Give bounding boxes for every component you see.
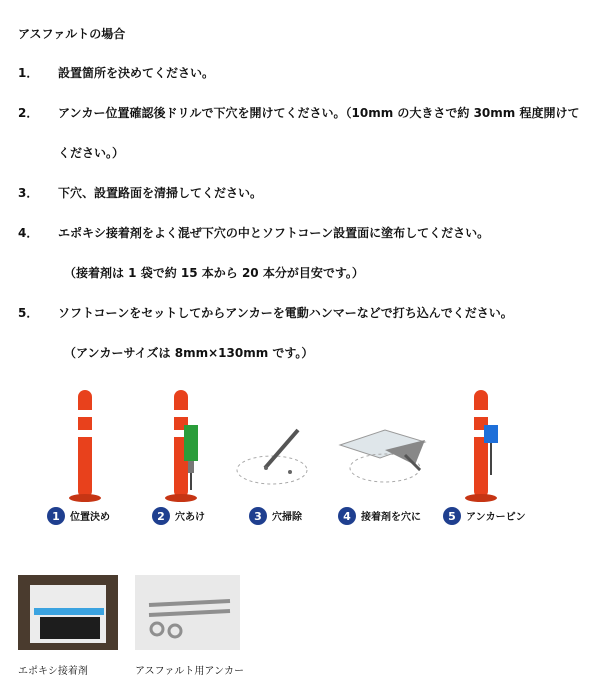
step-badge-number: 5 (448, 510, 456, 523)
adhesive-illustration (340, 430, 425, 482)
step-4 (18, 224, 489, 241)
step-badge-number: 2 (157, 510, 165, 523)
installation-diagram (40, 380, 540, 535)
step-label-text: 穴掃除 (272, 512, 302, 523)
step-1 (18, 64, 214, 81)
step-badge-number: 4 (343, 510, 351, 523)
step-3 (18, 184, 262, 201)
step-number: 4． (18, 226, 39, 240)
step-label-3 (249, 507, 303, 525)
step-number: 1． (18, 66, 39, 80)
photo-caption-anchor: アスファルト用アンカー (135, 666, 244, 677)
photo-caption-epoxy: エポキシ接着剤 (18, 666, 88, 677)
step-2 (18, 104, 579, 121)
step-label-5 (443, 507, 526, 525)
step-text: エポキシ接着剤をよく混ぜ下穴の中とソフトコーン設置面に塗布してください。 (58, 226, 490, 240)
step-text: 下穴、設置路面を清掃してください。 (58, 186, 263, 200)
step-label-1 (47, 507, 110, 525)
step-5-note: （アンカーサイズは 8mm×130mm です。） (64, 346, 314, 360)
step-text: 設置箇所を決めてください。 (58, 66, 215, 80)
step-label-2 (152, 507, 205, 525)
pole-illustration (69, 390, 101, 502)
step-label-4 (338, 507, 421, 525)
anchor-illustration (465, 390, 498, 502)
asphalt-anchor-photo (135, 575, 240, 650)
step-text: ソフトコーンをセットしてからアンカーを電動ハンマーなどで打ち込んでください。 (58, 306, 513, 320)
step-5 (18, 304, 513, 321)
step-2-continuation: ください。） (58, 146, 125, 160)
epoxy-adhesive-photo (18, 575, 118, 650)
step-label-text: アンカーピン (466, 512, 526, 523)
step-4-note: （接着剤は 1 袋で約 15 本から 20 本分が目安です。） (64, 266, 364, 280)
page-title: アスファルトの場合 (18, 27, 126, 41)
step-badge-number: 3 (254, 510, 262, 523)
step-number: 5． (18, 306, 39, 320)
step-text: アンカー位置確認後ドリルで下穴を開けてください。（10mm の大きさで約 30mm 程度開けて (58, 106, 580, 120)
step-label-text: 穴あけ (175, 512, 205, 523)
step-number: 3． (18, 186, 39, 200)
step-number: 2． (18, 106, 39, 120)
drill-illustration (165, 390, 198, 502)
cleaning-illustration (237, 430, 307, 484)
step-badge-number: 1 (52, 510, 60, 523)
step-label-text: 接着剤を穴に (361, 512, 421, 523)
step-label-text: 位置決め (70, 512, 110, 523)
